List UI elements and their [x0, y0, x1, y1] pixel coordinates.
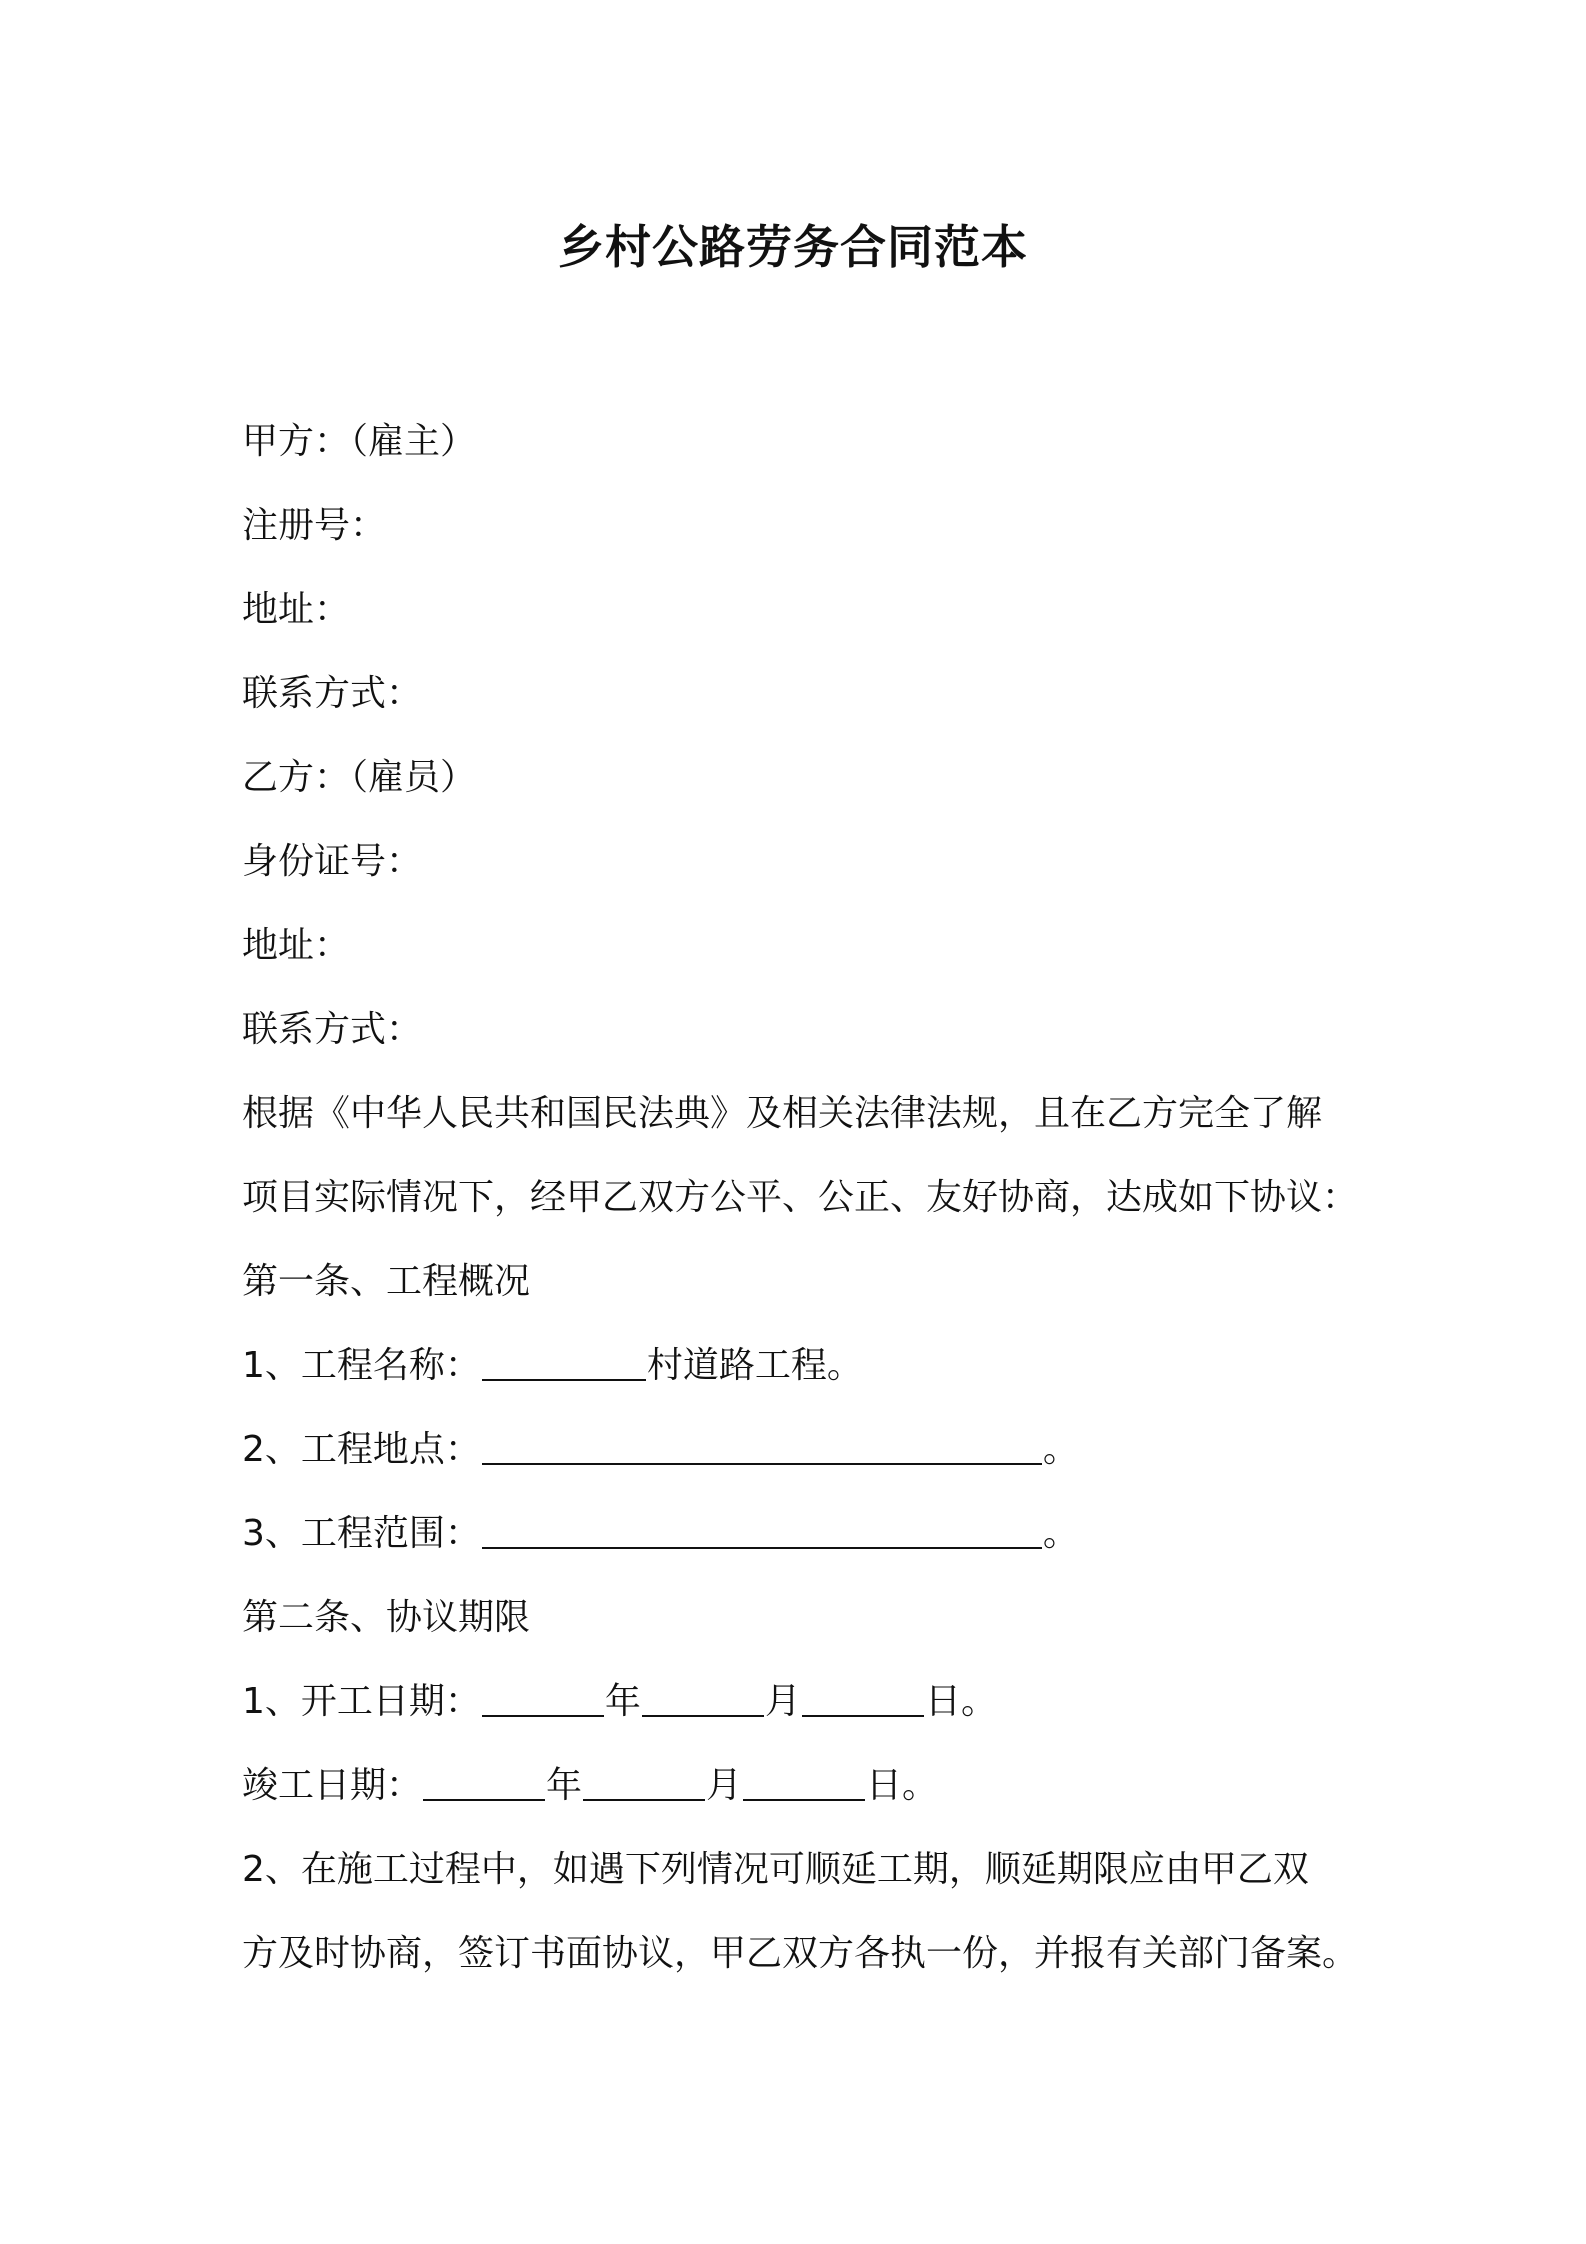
party-a-address-label: 地址：: [242, 589, 351, 630]
start-day-unit: 日。: [924, 1681, 997, 1722]
party-a-contact-label: 联系方式：: [242, 673, 423, 714]
end-day-blank: [743, 1769, 865, 1801]
end-date-label: 竣工日期：: [242, 1765, 423, 1806]
party-b-contact-label: 联系方式：: [242, 1009, 423, 1050]
article-1-item-3: [242, 1492, 1382, 1576]
article-2-item-2-line-1: 2、在施工过程中，如遇下列情况可顺延工期，顺延期限应由甲乙双: [242, 1849, 1309, 1890]
preamble-line-1: 根据《中华人民共和国民法典》及相关法律法规，且在乙方完全了解: [242, 1093, 1323, 1134]
project-name-label: 1、工程名称：: [242, 1345, 481, 1386]
project-scope-label: 3、工程范围：: [242, 1513, 481, 1554]
end-month-blank: [583, 1769, 705, 1801]
preamble-line-2: 项目实际情况下，经甲乙双方公平、公正、友好协商，达成如下协议：: [242, 1177, 1359, 1218]
party-a-label: 甲方：（雇主）: [242, 421, 477, 462]
start-year-unit: 年: [604, 1681, 641, 1722]
project-location-suffix: 。: [1042, 1429, 1079, 1470]
end-month-unit: 月: [706, 1765, 743, 1806]
project-location-blank: [482, 1433, 1042, 1465]
end-day-unit: 日。: [866, 1765, 939, 1806]
project-name-blank: [482, 1349, 646, 1381]
start-month-blank: [642, 1685, 764, 1717]
article-2-heading: 第二条、协议期限: [242, 1597, 531, 1638]
document-title: 乡村公路劳务合同范本: [558, 220, 1028, 274]
end-date-line: [242, 1744, 1382, 1828]
start-day-blank: [802, 1685, 924, 1717]
document-body: [242, 400, 1382, 1996]
party-a-registration-label: 注册号：: [242, 505, 387, 546]
start-date-label: 1、开工日期：: [242, 1681, 481, 1722]
start-date-line: [242, 1660, 1382, 1744]
start-year-blank: [482, 1685, 604, 1717]
party-b-id-label: 身份证号：: [242, 841, 423, 882]
article-1-item-2: [242, 1408, 1382, 1492]
project-location-label: 2、工程地点：: [242, 1429, 481, 1470]
end-year-blank: [423, 1769, 545, 1801]
project-scope-blank: [482, 1517, 1042, 1549]
article-1-item-1: [242, 1324, 1382, 1408]
end-year-unit: 年: [546, 1765, 583, 1806]
project-scope-suffix: 。: [1042, 1513, 1079, 1554]
project-name-suffix: 村道路工程。: [646, 1345, 863, 1386]
party-b-address-label: 地址：: [242, 925, 351, 966]
article-1-heading: 第一条、工程概况: [242, 1261, 531, 1302]
article-2-item-2-line-2: 方及时协商，签订书面协议，甲乙双方各执一份，并报有关部门备案。: [242, 1933, 1359, 1974]
start-month-unit: 月: [764, 1681, 801, 1722]
party-b-label: 乙方：（雇员）: [242, 757, 477, 798]
